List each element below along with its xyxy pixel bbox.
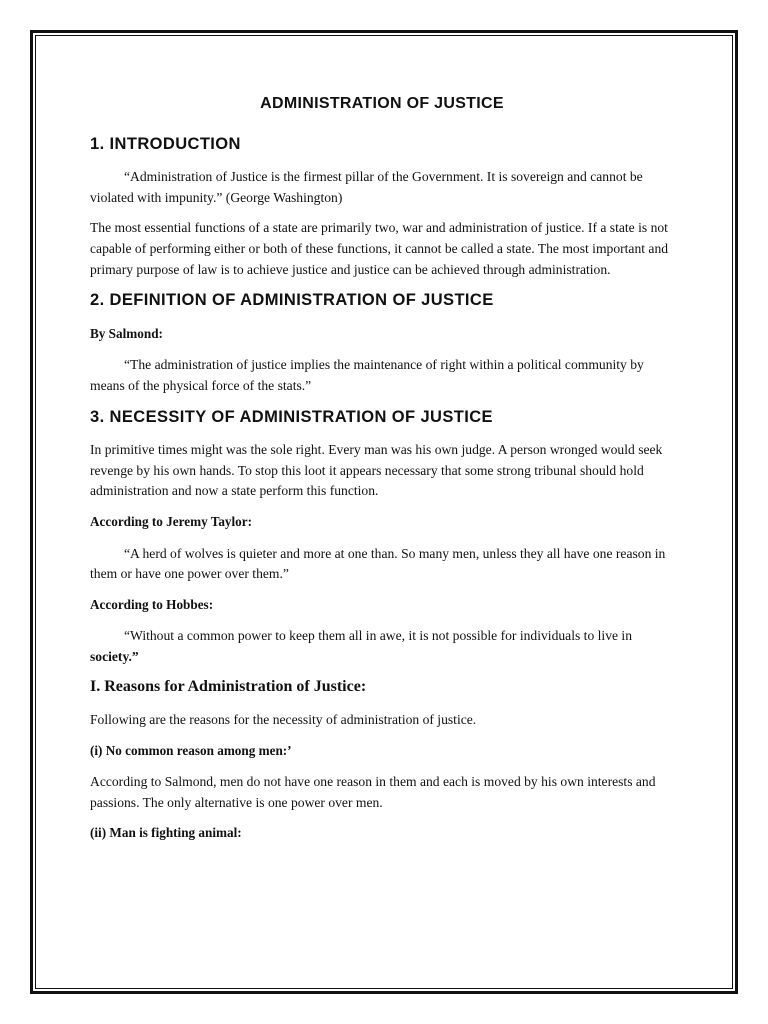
necessity-paragraph: In primitive times might was the sole right. Every man was his own judge. A person wronged would seek revenge by his own hands. To stop this loot it appears necessary that some strong tribunal should hold administration and now a state perform this function. xyxy=(90,442,663,499)
heading-definition: 2. DEFINITION OF ADMINISTRATION OF JUSTICE xyxy=(90,291,494,310)
washington-quote: “Administration of Justice is the firmest pillar of the Government. It is sovereign and cannot be violated with impunity.” (George Washington) xyxy=(90,169,643,205)
reason-1-label: (i) No common reason among men:’ xyxy=(90,742,292,758)
intro-paragraph: The most essential functions of a state are primarily two, war and administration of justice. If a state is not capable of performing either or both of these functions, it cannot be called a state. The most important and primary purpose of law is to achieve justice and justice can be achieved through administration. xyxy=(90,220,669,277)
salmond-quote: “The administration of justice implies the maintenance of right within a political community by means of the physical force of the stats.” xyxy=(90,357,644,393)
hobbes-quote xyxy=(90,626,674,667)
reasons-intro: Following are the reasons for the necessity of administration of justice. xyxy=(90,712,477,728)
taylor-label: According to Jeremy Taylor: xyxy=(90,513,253,529)
heading-necessity: 3. NECESSITY OF ADMINISTRATION OF JUSTICE xyxy=(90,407,493,426)
heading-introduction: 1. INTRODUCTION xyxy=(90,134,241,153)
hobbes-quote-end: society.” xyxy=(90,648,139,664)
hobbes-label: According to Hobbes: xyxy=(90,596,214,612)
reason-2-label: (ii) Man is fighting animal: xyxy=(90,825,242,841)
hobbes-quote-text: “Without a common power to keep them all in awe, it is not possible for individuals to live in xyxy=(124,628,632,644)
salmond-label: By Salmond: xyxy=(90,325,163,341)
reason-1-paragraph: According to Salmond, men do not have one reason in them and each is moved by his own interests and passions. The only alternative is one power over men. xyxy=(90,774,656,810)
taylor-quote: “A herd of wolves is quieter and more at one than. So many men, unless they all have one reason in them or have one power over them.” xyxy=(90,545,666,582)
heading-reasons: I. Reasons for Administration of Justice: xyxy=(90,678,367,696)
document-title: ADMINISTRATION OF JUSTICE xyxy=(260,95,504,112)
document-body xyxy=(90,94,674,855)
